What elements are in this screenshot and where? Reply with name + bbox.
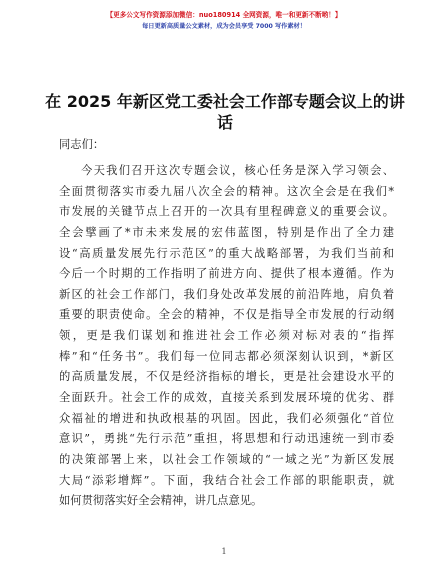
body-line: 的决策部署上来，以社会工作领域的“一域之光”为新区发展: [59, 452, 394, 466]
body-line: 领，更是我们谋划和推进社会工作必须对标对表的“指挥: [59, 329, 394, 343]
document-title: 在 2025 年新区党工委社会工作部专题会议上的讲话: [45, 92, 405, 132]
promo-banner-line-2: 每日更新高质量公文素材，成为会员享受 7000 写作素材！: [142, 23, 306, 30]
body-line: 全会擘画了*市未来发展的宏伟蓝图，特别是作出了全力建: [59, 225, 394, 239]
body-line: 众福祉的增进和执政根基的巩固。因此，我们必须强化“首位: [59, 411, 394, 425]
body-line: 市发展的关键节点上召开的一次具有里程碑意义的重要会议。: [59, 205, 394, 219]
body-line: 意识”，勇挑“先行示范”重担，将思想和行动迅速统一到市委: [59, 432, 394, 446]
salutation: 同志们：: [59, 138, 105, 151]
body-line: 新区的社会工作部门，我们身处改革发展的前沿阵地，肩负着: [59, 287, 394, 301]
promo-banner-line-1: 【更多公文写作资源添加微信：nuo180914 全网资源，唯一和更新不断哟！】: [106, 11, 342, 19]
body-line: 的高质量发展，不仅是经济指标的增长，更是社会建设水平的: [59, 370, 394, 384]
page-number: 1: [221, 547, 227, 556]
body-line: 今后一个时期的工作指明了前进方向、提供了根本遵循。作为: [59, 267, 394, 281]
body-line: 棒”和“任务书”。我们每一位同志都必须深刻认识到，*新区: [59, 349, 394, 363]
body-line: 大局“添彩增辉”。下面，我结合社会工作部的职能职责，就: [59, 473, 394, 487]
body-line: 今天我们召开这次专题会议，核心任务是深入学习领会、: [81, 164, 394, 177]
body-line: 设“高质量发展先行示范区”的重大战略部署，为我们当前和: [59, 246, 394, 260]
body-line: 重要的职责使命。全会的精神，不仅是指导全市发展的行动纲: [59, 308, 394, 322]
body-line: 全面跃升。社会工作的成效，直接关系到发展环境的优劣、群: [59, 391, 394, 405]
body-paragraph: [59, 161, 394, 512]
body-line: 全面贯彻落实市委九届八次全会的精神。这次全会是在我们*: [59, 184, 394, 198]
body-line: 如何贯彻落实好全会精神，讲几点意见。: [59, 494, 263, 508]
